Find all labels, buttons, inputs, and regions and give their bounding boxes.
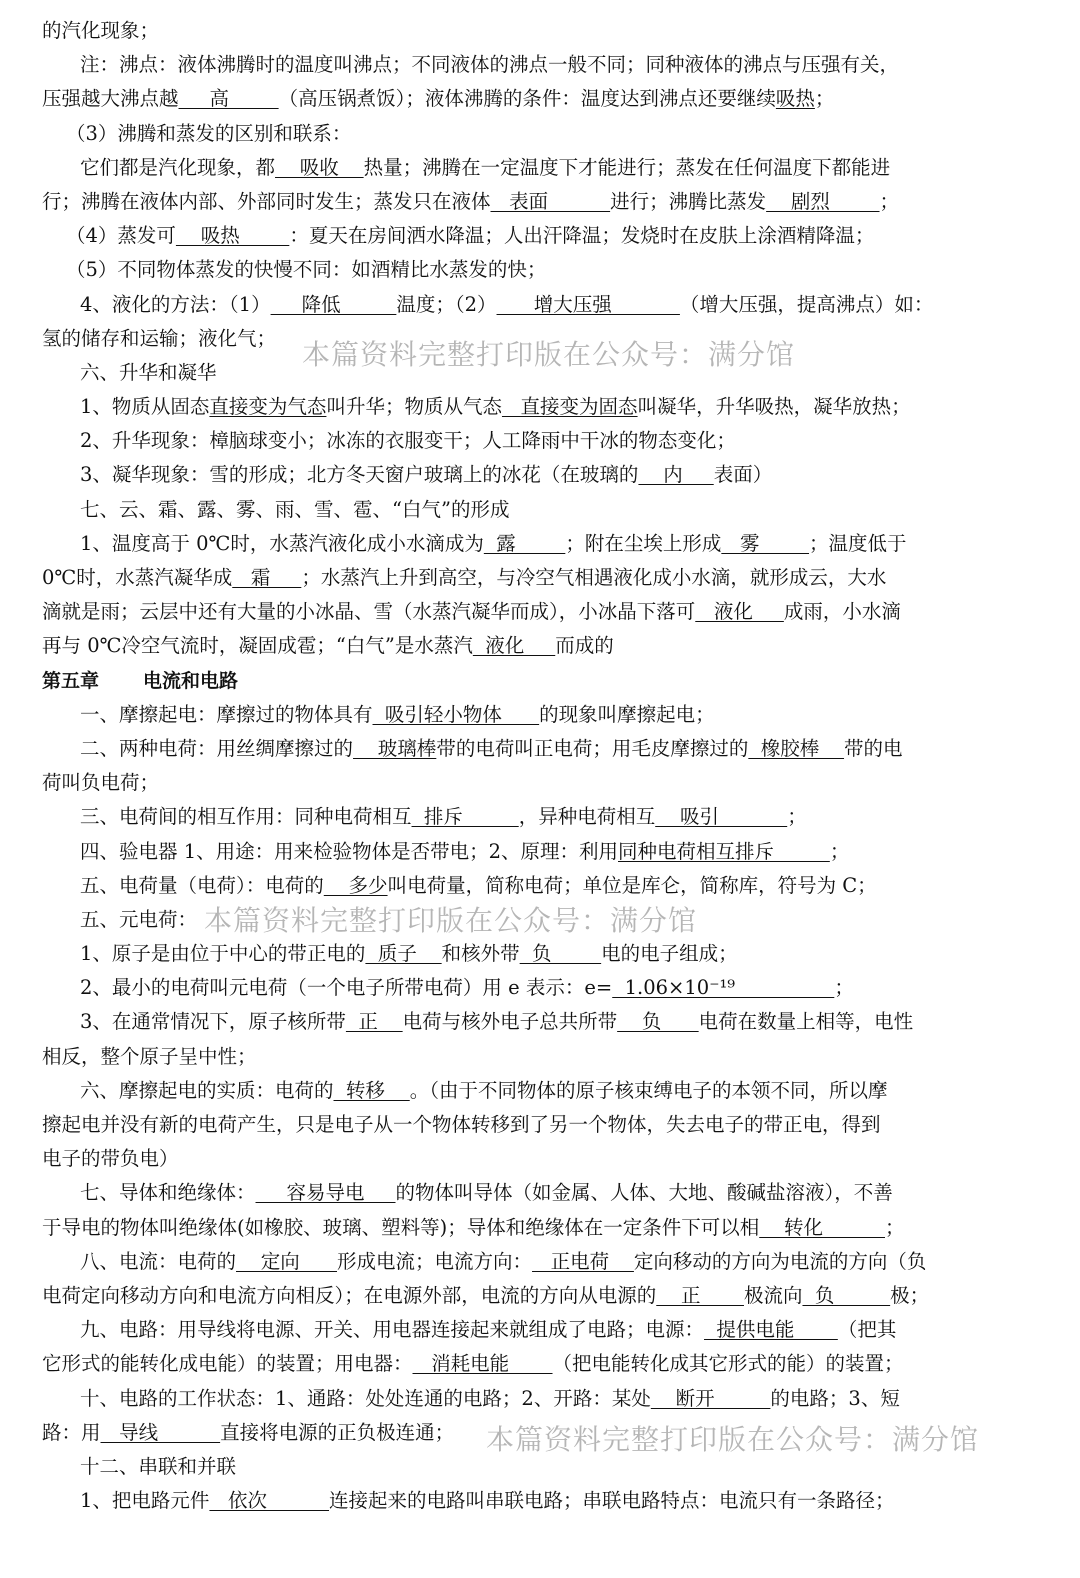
text-line (42, 903, 1042, 937)
text-segment: 七、云、霜、露、雾、雨、雪、雹、“白气”的形成 (80, 497, 510, 521)
text-segment: 。（由于不同物体的原子核束缚电子的本领不同，所以摩 (409, 1078, 888, 1102)
text-segment: （5）不同物体蒸发的快慢不同：如酒精比水蒸发的快； (66, 258, 547, 282)
text-segment: 1、原子是由位于中心的带正电的 (80, 942, 366, 966)
text-line (42, 937, 1042, 971)
text-line (42, 253, 1042, 287)
text-segment: 电子的带负电） (42, 1147, 179, 1171)
fill-blank-answer: 多少 (323, 873, 388, 897)
text-line (42, 219, 1042, 253)
text-segment: 它形式的能转化成电能）的装置；用电器： (42, 1352, 413, 1376)
fill-blank-answer: 负 (519, 942, 602, 966)
text-segment: 电荷在数量上相等，电性 (698, 1010, 914, 1034)
text-segment: 它们都是汽化现象，都 (80, 155, 276, 179)
text-segment: 叫电荷量，简称电荷；单位是库仑，简称库，符号为 C； (387, 873, 877, 897)
fill-blank-answer: 直接变为固态 (501, 395, 638, 419)
watermark: 本篇资料完整打印版在公众号：满分馆 (204, 904, 698, 937)
text-segment: 电荷与核外电子总共所带 (402, 1010, 618, 1034)
text-segment: （3）沸腾和蒸发的区别和联系： (66, 121, 352, 145)
chapter-number: 第五章 (42, 669, 100, 692)
fill-blank-answer: 负 (802, 1283, 891, 1307)
text-line (42, 424, 1042, 458)
chapter-title: 电流和电路 (143, 669, 239, 692)
text-segment: 进行；沸腾比蒸发 (610, 189, 767, 213)
text-segment: 五、电荷量（电荷）：电荷的 (80, 873, 324, 897)
text-segment: （增大压强，提高沸点）如： (679, 292, 934, 316)
text-segment: 七、导体和绝缘体： (80, 1181, 256, 1205)
text-segment: （把其 (837, 1318, 897, 1342)
text-segment: （高压锅煮饭）；液体沸腾的条件：温度达到沸点还要继续 (278, 87, 776, 111)
text-segment: 1、把电路元件 (80, 1489, 210, 1513)
text-segment: 氢的储存和运输；液化气； (42, 326, 277, 350)
text-segment: （4）蒸发可 (66, 224, 176, 248)
text-line (42, 1142, 1042, 1176)
text-segment: 3、在通常情况下，原子核所带 (80, 1010, 346, 1034)
watermark: 本篇资料完整打印版在公众号：满分馆 (302, 338, 796, 371)
fill-blank-answer: 液化 (472, 634, 556, 658)
text-segment: 4、液化的方法：（1） (80, 292, 271, 316)
text-segment: 六、摩擦起电的实质：电荷的 (80, 1078, 334, 1102)
text-segment: 2、最小的电荷叫元电荷（一个电子所带电荷）用 e 表示：e= (80, 976, 613, 1000)
text-segment: 而成的 (555, 634, 614, 658)
text-line (42, 1484, 1042, 1518)
text-line (42, 698, 1042, 732)
text-segment: ：夏天在房间洒水降温；人出汗降温；发烧时在皮肤上涂酒精降温； (289, 224, 875, 248)
text-segment: 带的电荷叫正电荷；用毛皮摩擦过的 (436, 736, 749, 760)
chapter-heading (42, 664, 1042, 698)
fill-blank-answer: 断开 (650, 1386, 771, 1410)
text-segment: 八、电流：电荷的 (80, 1249, 237, 1273)
fill-blank-answer: 橡胶棒 (748, 736, 845, 760)
text-segment: 极流向 (743, 1283, 803, 1307)
text-line (42, 766, 1042, 800)
fill-blank-answer: 吸热 (175, 224, 290, 248)
fill-blank-answer: 表面 (490, 189, 611, 213)
text-line (42, 1416, 1042, 1450)
text-segment: 三、电荷间的相互作用：同种电荷相互 (80, 805, 412, 829)
text-segment: 2、升华现象：樟脑球变小；冰冻的衣服变干；人工降雨中干冰的物态变化； (80, 429, 736, 453)
text-segment: 路：用 (42, 1420, 101, 1444)
text-line (42, 1245, 1042, 1279)
text-line (42, 869, 1042, 903)
text-line (42, 14, 1042, 48)
fill-blank-answer: 转移 (333, 1078, 410, 1102)
text-segment: 成雨，小水滴 (783, 600, 901, 624)
text-segment: 九、电路：用导线将电源、开关、用电器连接起来就组成了电路；电源： (80, 1318, 705, 1342)
text-segment: ；水蒸汽上升到高空，与冷空气相遇液化成小水滴，就形成云，大水 (301, 566, 887, 589)
fill-blank-answer: 吸热 (775, 87, 815, 111)
fill-blank-answer: 玻璃棒 (353, 736, 437, 760)
text-segment: 十、电路的工作状态：1、通路：处处连通的电路；2、开路：某处 (80, 1386, 651, 1410)
text-line (42, 322, 1042, 356)
watermark: 本篇资料完整打印版在公众号：满分馆 (486, 1423, 980, 1456)
text-line (42, 356, 1042, 390)
text-segment: 压强越大沸点越 (42, 87, 179, 111)
fill-blank-answer: 转化 (759, 1215, 885, 1239)
text-segment: 连接起来的电路叫串联电路；串联电路特点：电流只有一条路径； (329, 1489, 895, 1513)
fill-blank-answer: 雾 (721, 531, 810, 555)
text-segment: 带的电 (844, 736, 903, 760)
fill-blank-answer: 增大压强 (496, 292, 680, 316)
text-segment: 于导电的物体叫绝缘体(如橡胶、玻璃、塑料等)；导体和绝缘体在一定条件下可以相 (42, 1215, 760, 1239)
text-segment: ，异种电荷相互 (518, 805, 656, 829)
text-segment: （把电能转化成其它形式的能）的装置； (552, 1352, 904, 1376)
text-segment: 直接将电源的正负极连通； (220, 1420, 455, 1444)
text-line (42, 800, 1042, 834)
text-segment: 行；沸腾在液体内部、外部同时发生；蒸发只在液体 (42, 189, 491, 213)
text-line (42, 1211, 1042, 1245)
fill-blank-answer: 正 (345, 1010, 403, 1034)
text-line (42, 629, 1042, 663)
text-segment: 五、元电荷： (80, 907, 198, 931)
text-segment: 的汽化现象； (42, 19, 160, 42)
text-segment: ； (787, 805, 807, 829)
fill-blank-answer: 内 (638, 463, 714, 487)
text-segment: ； (834, 976, 854, 1000)
text-segment: ； (829, 839, 850, 863)
fill-blank-answer: 高 (178, 87, 279, 111)
fill-blank-answer: 霜 (232, 566, 302, 589)
text-line (42, 1382, 1042, 1416)
text-line (42, 595, 1042, 629)
text-segment: 的物体叫导体（如金属、人体、大地、酸碱盐溶液），不善 (395, 1181, 893, 1205)
fill-blank-answer: 剧烈 (766, 189, 880, 213)
text-segment: 相反，整个原子呈中性； (42, 1044, 257, 1068)
fill-blank-answer: 1.06×10⁻¹⁹ (612, 976, 835, 1000)
text-segment: ； (879, 189, 900, 213)
fill-blank-answer: 排斥 (411, 805, 519, 829)
text-line (42, 561, 1042, 595)
text-line (42, 835, 1042, 869)
text-line (42, 390, 1042, 424)
text-segment: 1、物质从固态 (80, 395, 210, 419)
text-segment: 荷叫负电荷； (42, 771, 160, 795)
fill-blank-answer: 正电荷 (532, 1249, 634, 1273)
text-segment: 温度；（2） (396, 292, 497, 316)
text-line (42, 527, 1042, 561)
fill-blank-answer: 直接变为气态 (209, 395, 327, 419)
fill-blank-answer: 同种电荷相互排斥 (618, 839, 830, 863)
text-line (42, 1313, 1042, 1347)
text-segment: ； (885, 1215, 905, 1239)
text-line (42, 1176, 1042, 1210)
fill-blank-answer: 负 (617, 1010, 699, 1034)
text-segment: 热量；沸腾在一定温度下才能进行；蒸发在任何温度下都能进 (363, 155, 891, 179)
text-segment: ； (814, 87, 835, 111)
text-segment: 擦起电并没有新的电荷产生，只是电子从一个物体转移到了另一个物体，失去电子的带正电，得到 (42, 1113, 881, 1136)
text-segment: ；温度低于 (809, 531, 907, 555)
fill-blank-answer: 依次 (209, 1489, 330, 1513)
text-segment: 注：沸点：液体沸腾时的温度叫沸点；不同液体的沸点一般不同；同种液体的沸点与压强有关， (80, 53, 900, 77)
text-segment: 一、摩擦起电：摩擦过的物体具有 (80, 702, 373, 726)
fill-blank-answer: 提供电能 (704, 1318, 838, 1342)
text-segment: 3、凝华现象：雪的形成；北方冬天窗户玻璃上的冰花（在玻璃的 (80, 463, 639, 487)
text-line (42, 732, 1042, 766)
text-line (42, 458, 1042, 492)
fill-blank-answer: 定向 (236, 1249, 338, 1273)
fill-blank-answer: 降低 (270, 292, 397, 316)
text-segment: 二、两种电荷：用丝绸摩擦过的 (80, 736, 354, 760)
text-line (42, 1040, 1042, 1074)
text-segment: 1、温度高于 0℃时，水蒸汽液化成小水滴成为 (80, 531, 484, 555)
text-line (42, 48, 1042, 82)
text-segment: ；附在尘埃上形成 (565, 531, 722, 555)
text-segment: 四、验电器 1、用途：用来检验物体是否带电；2、原理：利用 (80, 839, 619, 863)
text-line (42, 1005, 1042, 1039)
text-line (42, 493, 1042, 527)
fill-blank-answer: 质子 (365, 942, 442, 966)
text-segment: 表面） (713, 463, 773, 487)
fill-blank-answer: 正 (656, 1283, 744, 1307)
text-segment: 再与 0℃冷空气流时，凝固成雹；“白气”是水蒸汽 (42, 634, 473, 658)
text-line (42, 288, 1042, 322)
fill-blank-answer: 露 (483, 531, 566, 555)
text-segment: 电的电子组成； (601, 942, 738, 966)
text-segment: 的现象叫摩擦起电； (539, 702, 715, 726)
text-line (42, 1108, 1042, 1142)
text-line (42, 185, 1042, 219)
text-line (42, 1347, 1042, 1381)
text-line (42, 117, 1042, 151)
text-segment: 0℃时，水蒸汽凝华成 (42, 566, 233, 589)
fill-blank-answer: 消耗电能 (412, 1352, 553, 1376)
fill-blank-answer: 吸收 (275, 155, 364, 179)
text-line (42, 1279, 1042, 1313)
text-segment: 叫升华；物质从气态 (326, 395, 502, 419)
text-segment: 电荷定向移动方向和电流方向相反）；在电源外部，电流的方向从电源的 (42, 1283, 657, 1307)
fill-blank-answer: 容易导电 (255, 1181, 396, 1205)
text-segment: 极； (890, 1283, 930, 1307)
text-segment: 定向移动的方向为电流的方向（负 (633, 1249, 927, 1273)
fill-blank-answer: 液化 (695, 600, 784, 624)
document-body (42, 14, 1042, 1518)
text-line (42, 971, 1042, 1005)
text-line (42, 82, 1042, 116)
fill-blank-answer: 吸引 (655, 805, 788, 829)
text-segment: 叫凝华，升华吸热，凝华放热； (637, 395, 911, 419)
text-segment: 和核外带 (441, 942, 520, 966)
text-segment: 六、升华和凝华 (80, 360, 217, 384)
text-line (42, 1074, 1042, 1108)
fill-blank-answer: 吸引轻小物体 (372, 702, 540, 726)
text-segment: 十二、串联和并联 (80, 1454, 237, 1478)
text-line (42, 1450, 1042, 1484)
text-segment: 滴就是雨；云层中还有大量的小冰晶、雪（水蒸汽凝华而成），小冰晶下落可 (42, 600, 696, 624)
text-line (42, 151, 1042, 185)
text-segment: 的电路；3、短 (770, 1386, 900, 1410)
text-segment: 形成电流；电流方向： (337, 1249, 533, 1273)
fill-blank-answer: 导线 (100, 1420, 221, 1444)
